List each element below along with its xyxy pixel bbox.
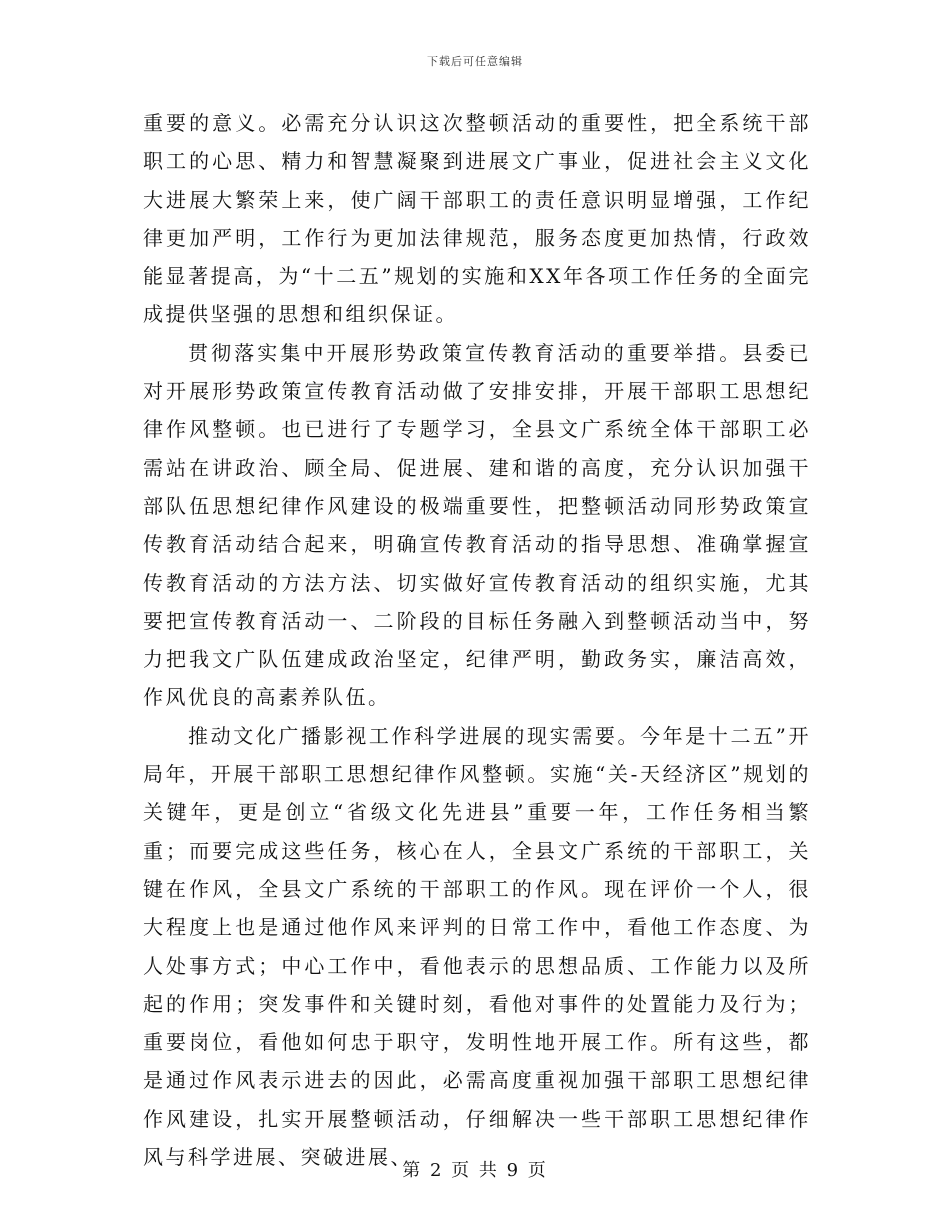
paragraph-scientific-development: 推动文化广播影视工作科学进展的现实需要。今年是十二五”开局年，开展干部职工思想纪律作风整顿。实施“关-天经济区”规划的关键年，更是创立“省级文化先进县”重要一年，工作任务相当繁重；而要完成这些任务，核心在人，全县文广系统的干部职工，关键在作风，全县文广系统的干部职工的作风。现在评价一个人，很大程度上也是通过他作风来评判的日常工作中，看他工作态度、为人处事方式；中心工作中，看他表示的思想品质、工作能力以及所起的作用；突发事件和关键时刻，看他对事件的处置能力及行为；重要岗位，看他如何忠于职守，发明性地开展工作。所有这些，都是通过作风表示进去的因此，必需高度重视加强干部职工思想纪律作风建设，扎实开展整顿活动，仔细解决一些干部职工思想纪律作风与科学进展、突破进展、 (143, 723, 811, 1170)
document-body (143, 104, 811, 1176)
page-header: 下载后可任意编辑 (427, 55, 523, 68)
page-number: 第 2 页 共 9 页 (402, 1160, 548, 1181)
paragraph-continuation: 重要的意义。必需充分认识这次整顿活动的重要性，把全系统干部职工的心思、精力和智慧凝聚到进展文广事业，促进社会主义文化大进展大繁荣上来，使广阔干部职工的责任意识明显增强，工作纪律更加严明，工作行为更加法律规范，服务态度更加热情，行政效能显著提高，为“十二五”规划的实施和XX年各项工作任务的全面完成提供坚强的思想和组织保证。 (143, 111, 811, 327)
paragraph-policy-education: 贯彻落实集中开展形势政策宣传教育活动的重要举措。县委已对开展形势政策宣传教育活动做了安排安排，开展干部职工思想纪律作风整顿。也已进行了专题学习，全县文广系统全体干部职工必需站在讲政治、顾全局、促进展、建和谐的高度，充分认识加强干部队伍思想纪律作风建设的极端重要性，把整顿活动同形势政策宣传教育活动结合起来，明确宣传教育活动的指导思想、准确掌握宣传教育活动的方法方法、切实做好宣传教育活动的组织实施，尤其要把宣传教育活动一、二阶段的目标任务融入到整顿活动当中，努力把我文广队伍建成政治坚定，纪律严明，勤政务实，廉洁高效，作风优良的高素养队伍。 (143, 340, 811, 710)
